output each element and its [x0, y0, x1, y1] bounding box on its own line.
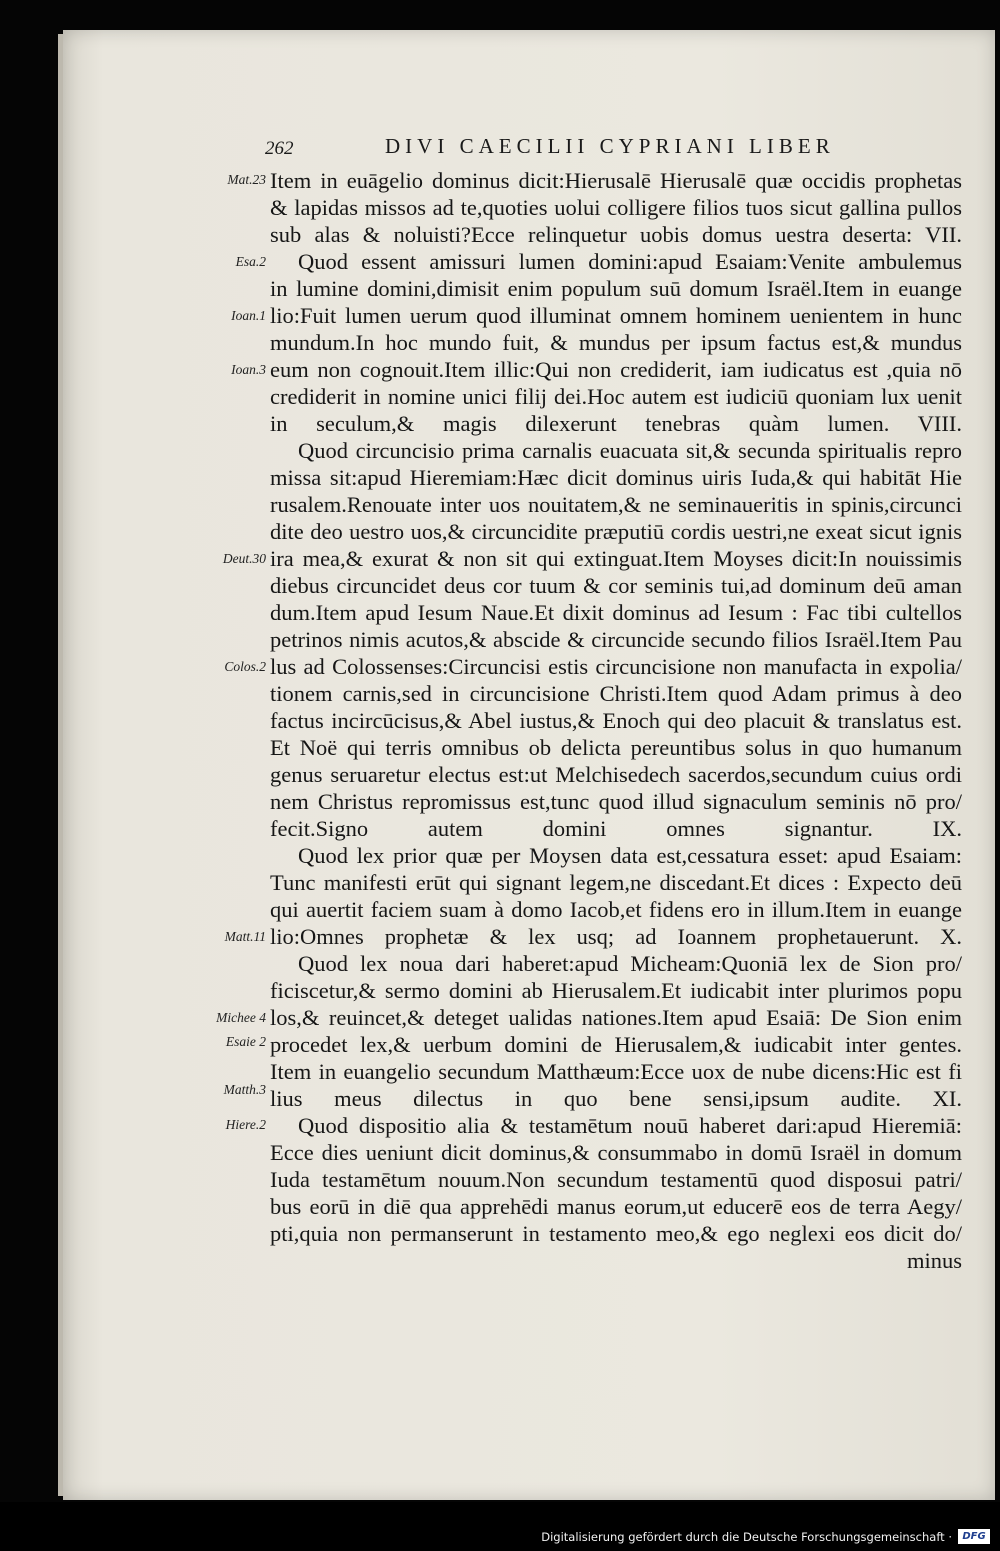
text-line-18: petrinos nimis acutos,& abscide & circuncide secundo filios Israël.Item Pau: [270, 627, 962, 652]
text-line-22: Et Noë qui terris omnibus ob delicta pereuntibus solus in quo humanum: [270, 735, 962, 760]
margin-note-michee4: Michee 4: [216, 1010, 266, 1025]
margin-note-colos2: Colos.2: [224, 659, 266, 674]
text-line-9: crediderit in nomine unici filij dei.Hoc autem est iudiciū quoniam lux uenit: [270, 384, 962, 409]
margin-note-ioan1: Ioan.1: [231, 308, 266, 323]
text-line-13: rusalem.Renouate inter uos nouitatem,& ne seminaueritis in spinis,circunci: [270, 492, 962, 517]
text-line-12: missa sit:apud Hieremiam:Hæc dicit dominus uiris Iuda,& qui habitāt Hie: [270, 465, 962, 490]
text-line-34: Item in euangelio secundum Matthæum:Ecce uox de nube dicens:Hic est fi: [270, 1059, 962, 1084]
catchword: minus: [906, 1248, 962, 1273]
running-title: DIVI CAECILII CYPRIANI LIBER: [385, 134, 835, 158]
text-line-23: genus seruaretur electus est:ut Melchisedech sacerdos,secundum cuius ordi: [270, 762, 962, 787]
text-line-8: eum non cognouit.Item illic:Qui non crediderit, iam iudicatus est ,quia nō: [270, 357, 962, 382]
text-line-15: ira mea,& exurat & non sit qui extinguat.Item Moyses dicit:In nouissimis: [270, 546, 962, 571]
text-line-11: Quod circuncisio prima carnalis euacuata sit,& secunda spiritualis repro: [298, 438, 962, 463]
margin-note-hiere2: Hiere.2: [225, 1117, 266, 1132]
text-line-19: lus ad Colossenses:Circuncisi estis circuncisione non manufacta in expolia/: [270, 654, 962, 679]
text-line-10: in seculum,& magis dilexerunt tenebras quàm lumen. VIII.: [270, 411, 962, 436]
text-line-2: & lapidas missos ad te,quoties uolui colligere filios tuos sicut gallina pullos: [270, 195, 962, 220]
text-line-35: lius meus dilectus in quo bene sensi,ipsum audite. XI.: [270, 1086, 962, 1111]
text-line-29: lio:Omnes prophetæ & lex usq; ad Ioannem prophetauerunt. X.: [270, 924, 962, 949]
text-line-6: lio:Fuit lumen uerum quod illuminat omnem hominem uenientem in hunc: [270, 303, 962, 328]
text-line-36: Quod dispositio alia & testamētum nouū haberet dari:apud Hieremiā:: [298, 1113, 962, 1138]
margin-note-ioan3: Ioan.3: [231, 362, 266, 377]
text-line-24: nem Christus repromissus est,tunc quod illud signaculum seminis nō pro/: [270, 789, 962, 814]
text-line-17: dum.Item apud Iesum Naue.Et dixit dominus ad Iesum : Fac tibi cultellos: [270, 600, 962, 625]
text-line-25: fecit.Signo autem domini omnes signantur. IX.: [270, 816, 962, 841]
margin-note-matth3: Matth.3: [223, 1082, 266, 1097]
text-line-27: Tunc manifesti erūt qui signant legem,ne discedant.Et dices : Expecto deū: [270, 870, 962, 895]
footer-bar: [0, 1502, 1000, 1551]
dfg-logo-icon: DFG: [958, 1529, 990, 1544]
text-line-14: dite deo uestro uos,& circuncidite præputiū cordis uestri,ne exeat sicut ignis: [270, 519, 962, 544]
text-line-7: mundum.In hoc mundo fuit, & mundus per ipsum factus est,& mundus: [270, 330, 962, 355]
margin-note-mat23: Mat.23: [227, 172, 266, 187]
text-line-3: sub alas & noluisti?Ecce relinquetur uobis domus uestra deserta: VII.: [270, 222, 962, 247]
text-line-31: ficiscetur,& sermo domini ab Hierusalem.Et iudicabit inter plurimos popu: [270, 978, 962, 1003]
text-line-21: factus incircūcisus,& Abel iustus,& Enoch qui deo placuit & translatus est.: [270, 708, 962, 733]
text-line-38: Iuda testamētum nouum.Non secundum testamentū quod disposui patri/: [270, 1167, 962, 1192]
text-line-33: procedet lex,& uerbum domini de Hierusalem,& iudicabit inter gentes.: [270, 1032, 962, 1057]
margin-note-matt11: Matt.11: [224, 929, 266, 944]
text-line-20: tionem carnis,sed in circuncisione Christi.Item quod Adam primus à deo: [270, 681, 962, 706]
text-line-16: diebus circuncidet deus cor tuum & cor seminis tui,ad dominum deū aman: [270, 573, 962, 598]
text-line-1: Item in euāgelio dominus dicit:Hierusalē Hierusalē quæ occidis prophetas: [270, 168, 962, 193]
text-line-5: in lumine domini,dimisit enim populum suū domum Israël.Item in euange: [270, 276, 962, 301]
text-line-30: Quod lex noua dari haberet:apud Micheam:Quoniā lex de Sion pro/: [298, 951, 962, 976]
text-line-37: Ecce dies ueniunt dicit dominus,& consummabo in domū Israël in domum: [270, 1140, 962, 1165]
text-line-28: qui auertit faciem suam à domo Iacob,et fidens ero in illum.Item in euange: [270, 897, 962, 922]
margin-note-esaie2: Esaie 2: [225, 1034, 266, 1049]
funding-credit: Digitalisierung gefördert durch die Deutsche Forschungsgemeinschaft ·: [541, 1530, 952, 1544]
page-header: [265, 134, 965, 168]
text-line-39: bus eorū in diē qua apprehēdi manus eorum,ut educerē eos de terra Aegy/: [270, 1194, 962, 1219]
margin-note-esa2: Esa.2: [235, 254, 266, 269]
text-line-32: los,& reuincet,& deteget ualidas nationes.Item apud Esaiā: De Sion enim: [270, 1005, 962, 1030]
text-line-4: Quod essent amissuri lumen domini:apud Esaiam:Venite ambulemus: [298, 249, 962, 274]
text-line-26: Quod lex prior quæ per Moysen data est,cessatura esset: apud Esaiam:: [298, 843, 962, 868]
folio-number: 262: [265, 138, 294, 159]
margin-note-deut30: Deut.30: [222, 551, 266, 566]
text-line-40: pti,quia non permanserunt in testamento meo,& ego neglexi eos dicit do/: [270, 1221, 962, 1246]
